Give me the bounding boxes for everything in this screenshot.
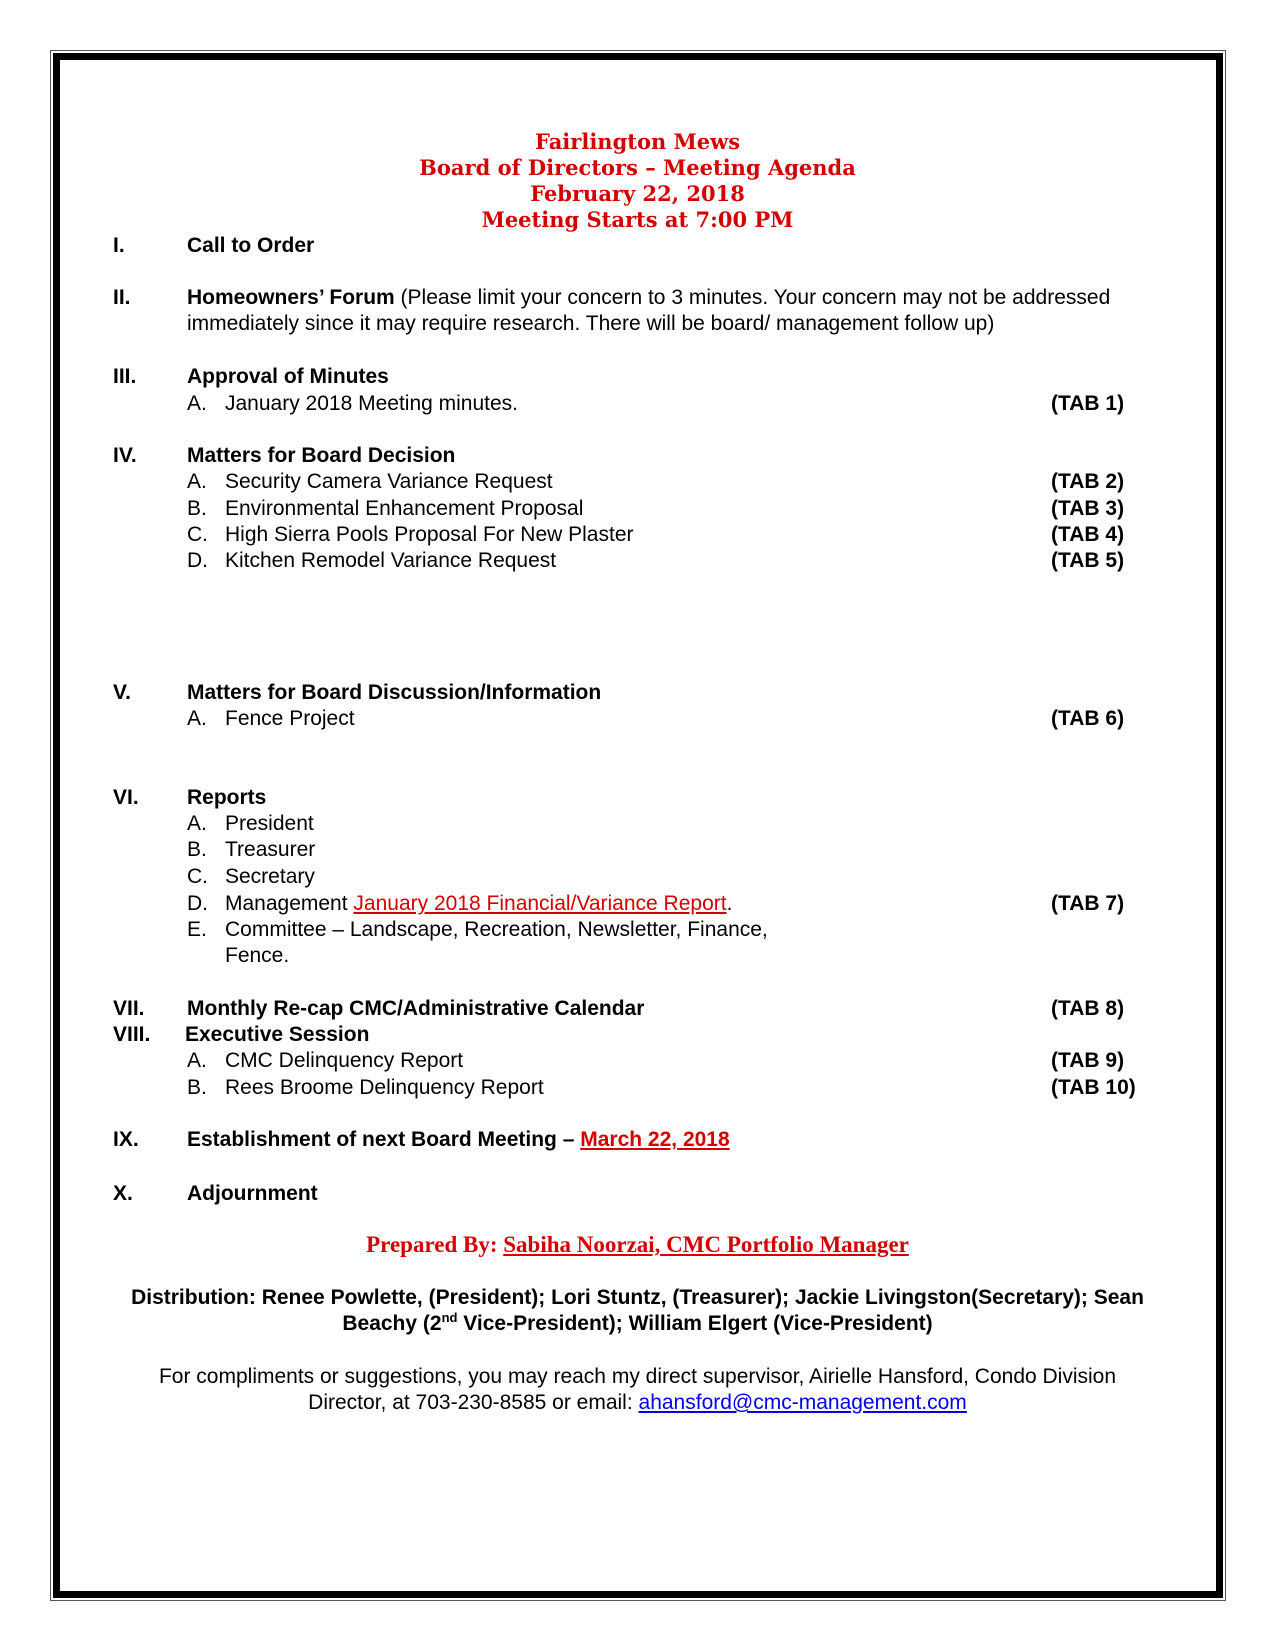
agenda-item-management — [225, 891, 732, 917]
tab-reference: (TAB 1) — [1051, 392, 1125, 415]
agenda-item: Fence Project — [225, 707, 355, 730]
meeting-start: Meeting Starts at 7:00 PM — [481, 207, 794, 232]
item-letter: A. — [187, 812, 207, 835]
section-number: VII. — [113, 997, 145, 1020]
agenda-item: Management — [225, 892, 354, 915]
prepared-name-link[interactable]: Sabiha Noorzai, CMC Portfolio Manager — [503, 1232, 909, 1257]
distribution-text: Vice-President); William Elgert (Vice-President) — [457, 1312, 933, 1335]
ordinal-suffix: nd — [441, 1310, 458, 1325]
item-letter: A. — [187, 707, 207, 730]
item-letter: B. — [187, 1076, 207, 1099]
tab-reference: (TAB 7) — [1051, 892, 1125, 915]
item-letter: D. — [187, 892, 208, 915]
section-title: Homeowners’ Forum — [187, 286, 395, 309]
agenda-item: President — [225, 812, 314, 835]
distribution-line1: Distribution: Renee Powlette, (President); Lori Stuntz, (Treasurer); Jackie Livingston(Secretary); Sean — [131, 1286, 1144, 1309]
tab-reference: (TAB 9) — [1051, 1049, 1125, 1072]
distribution-text: Beachy (2 — [342, 1312, 442, 1335]
section-number: I. — [113, 234, 125, 257]
tab-reference: (TAB 3) — [1051, 497, 1125, 520]
item-letter: D. — [187, 549, 208, 572]
item-letter: B. — [187, 838, 207, 861]
agenda-item: Kitchen Remodel Variance Request — [225, 549, 557, 572]
section-title: Reports — [187, 786, 267, 809]
item-letter: C. — [187, 523, 208, 546]
section-title: Executive Session — [185, 1023, 370, 1046]
item-letter: B. — [187, 497, 207, 520]
item-letter: E. — [187, 918, 207, 941]
section-number: IV. — [113, 444, 137, 467]
section-title: Call to Order — [187, 234, 315, 257]
prepared-by — [0, 1231, 1275, 1259]
section-number: IX. — [113, 1128, 139, 1151]
tab-reference: (TAB 10) — [1051, 1076, 1136, 1099]
agenda-item: Rees Broome Delinquency Report — [225, 1076, 544, 1099]
agenda-item: Committee – Landscape, Recreation, Newsletter, Finance, — [225, 918, 768, 941]
item-letter: A. — [187, 470, 207, 493]
agenda-item: Security Camera Variance Request — [225, 470, 553, 493]
item-letter: A. — [187, 1049, 207, 1072]
section-number: VIII. — [113, 1023, 151, 1046]
prepared-label: Prepared By: — [366, 1232, 504, 1257]
tab-reference: (TAB 8) — [1051, 997, 1125, 1020]
section-number: X. — [113, 1182, 133, 1205]
agenda-item: High Sierra Pools Proposal For New Plaster — [225, 523, 634, 546]
forum-note: (Please limit your concern to 3 minutes. Your concern may not be addressed — [394, 286, 1111, 309]
contact-text: Director, at 703-230-8585 or email: — [308, 1391, 639, 1414]
next-meeting-line — [187, 1127, 730, 1153]
tab-reference: (TAB 6) — [1051, 707, 1125, 730]
tab-reference: (TAB 2) — [1051, 470, 1125, 493]
agenda-item-continued: Fence. — [225, 944, 290, 967]
section-number: II. — [113, 286, 131, 309]
distribution-line2 — [0, 1311, 1275, 1337]
section-title: Adjournment — [187, 1182, 318, 1205]
tab-reference: (TAB 4) — [1051, 523, 1125, 546]
contact-line2 — [0, 1390, 1275, 1416]
forum-note-line2: immediately since it may require research. There will be board/ management follow up) — [187, 312, 995, 335]
financial-report-link[interactable]: January 2018 Financial/Variance Report — [353, 892, 727, 915]
next-meeting-date-link[interactable]: March 22, 2018 — [580, 1128, 730, 1151]
email-link[interactable]: ahansford@cmc-management.com — [638, 1391, 967, 1414]
contact-line1: For compliments or suggestions, you may reach my direct supervisor, Airielle Hansford, Condo Division — [158, 1365, 1117, 1388]
org-name: Fairlington Mews — [534, 129, 741, 154]
section-title: Matters for Board Discussion/Information — [187, 681, 602, 704]
section-number: VI. — [113, 786, 139, 809]
agenda-item: Environmental Enhancement Proposal — [225, 497, 584, 520]
section-number: V. — [113, 681, 131, 704]
section-title: Approval of Minutes — [187, 365, 389, 388]
section-title: Establishment of next Board Meeting – — [187, 1128, 581, 1151]
agenda-item: CMC Delinquency Report — [225, 1049, 464, 1072]
agenda-item: Treasurer — [225, 838, 316, 861]
period: . — [726, 892, 733, 915]
section-number: III. — [113, 365, 137, 388]
tab-reference: (TAB 5) — [1051, 549, 1125, 572]
homeowners-forum-line — [187, 285, 1110, 311]
item-letter: C. — [187, 865, 208, 888]
item-letter: A. — [187, 392, 207, 415]
agenda-item: January 2018 Meeting minutes. — [225, 392, 519, 415]
meeting-date: February 22, 2018 — [530, 181, 745, 206]
agenda-item: Secretary — [225, 865, 315, 888]
section-title: Matters for Board Decision — [187, 444, 456, 467]
section-title: Monthly Re-cap CMC/Administrative Calendar — [187, 997, 645, 1020]
agenda-title: Board of Directors – Meeting Agenda — [419, 155, 856, 180]
